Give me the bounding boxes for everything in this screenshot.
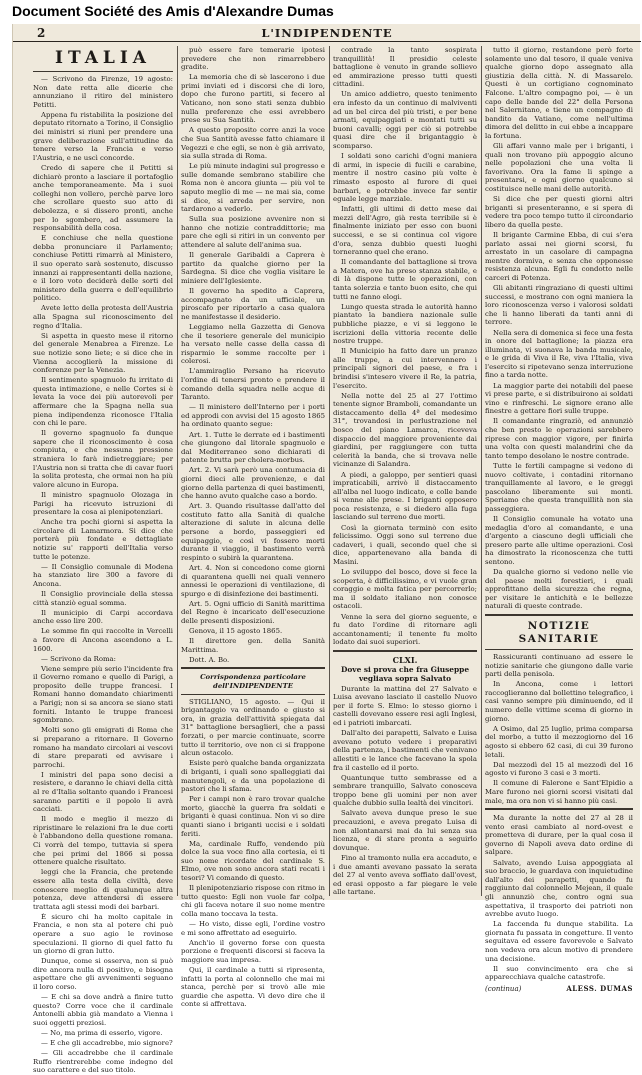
paragraph: Salvato aveva dunque preso le sue precauzioni, e aveva pregato Luisa di non allontanarsi mai da lui senza sua licenza, e di stare pronta a seguirlo dovunque. — [333, 809, 477, 852]
paragraph: Dunque, come si osserva, non si può dire ancora nulla di positivo, e bisogna aspettare che gli avvenimenti seguano il loro corso. — [33, 957, 173, 992]
paragraph: Il comandante ringraziò, ed annunziò che ben presto le operazioni sarebbero riprese con maggior vigore, per finirla una volta con questi malandrini che da tanto tempo desolano le nostre contrade. — [485, 417, 633, 460]
paragraph: Il governo spagnuolo fa dunque sapere che il riconoscimento è cosa compiuta, e che nessuna pressione straniera lo farà indietreggiare; per l'Austria non si tratta che di cavar fuori la solita protesta, che ormai non ha più valore alcuno in Europa. — [33, 429, 173, 489]
paragraph: Il Consiglio provinciale della stessa città stanziò egual somma. — [33, 589, 173, 607]
masthead — [13, 24, 641, 42]
paragraph: contrade la tanto sospirata tranquillità! Il presidio celeste battaglione è venuto in grande sollievo ed ammirazione presso tutti questi cittadini. — [333, 46, 477, 89]
paragraph: Il brigante Carmine Ebba, di cui s'era parlato assai nei giorni scorsi, fu arrestato in un casolare di campagna mentre dormiva, e senza che opponesse resistenza alcuna. Egli fu condotto nelle carceri di Potenza. — [485, 230, 633, 282]
paragraph: Per i campi non è raro trovar qualche morto, giacchè la guerra fra soldati e briganti è quasi continua. Non vi so dire quanti siano i briganti uccisi e i soldati feriti. — [181, 795, 325, 838]
feuilleton-continuation — [485, 814, 633, 982]
paragraph: Gli abitanti ringraziano di questi ultimi successi, e mostrano con ogni maniera la loro riconoscenza verso i valorosi soldati che li hanno liberati da tanti anni di terrore. — [485, 284, 633, 327]
section-rule — [181, 667, 325, 670]
newspaper-title: L'INDIPENDENTE — [261, 26, 393, 40]
paragraph: Art. 2. Vi sarà però una contumacia di giorni dieci alle provenienze, e dal giorno della partenza di quei bastimenti, che hanno avuto qualche caso a bordo. — [181, 466, 325, 501]
paragraph: Il direttore gen. della Sanità Marittima. — [181, 637, 325, 654]
paragraph: E conchiuse che nella questione debba pronunciare il Parlamento; conchiuse Petitti rimarrà al Ministero, il suo operato sarà sostenuto, discusso innanzi ai rappresentanti della nazione, e il loro voto deciderà delle sorti del ministero della guerra e dell'equilibrio politico. — [33, 234, 173, 303]
paragraph: Rassicuranti continuano ad essere le notizie sanitarie che giungono dalle varie parti della penisola. — [485, 653, 633, 679]
paragraph: Leggiamo nella Gazzetta di Genova che il tesoriere generale del municipio ha versato nelle casse della cassa di risparmio le somme raccolte per i colerosi. — [181, 322, 325, 366]
paragraph: Ma durante la notte del 27 al 28 il vento erasi cambiato al nord-ovest e prometteva di durare, per la qual cosa il governo di Napoli aveva dato ordine di salpare. — [485, 814, 633, 857]
paragraph: La memoria che di sè lascerono i due primi inviati ed i discorsi che di loro, dopo che furono partiti, si fecero al Vaticano, non sono stati senza dubbio nulla preferenze che essi avrebbero prese su Sua Santità. — [181, 73, 325, 125]
paragraph: Dal mezzodì del 15 al mezzodì del 16 agosto vi furono 3 casi e 3 morti. — [485, 760, 633, 778]
paragraph: Credo di sapere che il Petitti si dichiarò pronto a lasciare il portafoglio anche temporaneamente. Ma i suoi colleghi non vollero, perchè parve loro che scrollare questo suo atto di debolezza, e si dissero pronti, anche per lo sgombero, ad assumere la responsabilità della cosa. — [33, 163, 173, 233]
paragraph: I soldati sono carichi d'ogni maniera di armi, in ispecie di fucili e carabine, mentre il nostro casino più volte è rimasto esposto al furore di quei barbari, e potrebbe invece far sentir eguale legge marziale. — [333, 152, 477, 204]
paragraph: Si dice che per questi giorni altri briganti si presenteranno, e si spera di vedere tra poco tempo tutto il circondario libero da quella peste. — [485, 195, 633, 229]
paragraph: Le somme fin qui raccolte in Vercelli a favore di Ancona ascendono a L. 1600. — [33, 627, 173, 653]
section-rule — [485, 614, 633, 617]
paragraph: La faccenda fu dunque stabilita. La giornata fu passata in congetture. Il vento seguitava ed essere favorevole e Salvato non vedeva ora alcun motivo di prendere una decisione. — [485, 920, 633, 963]
paragraph: Il modo e meglio il mezzo di ripristinare le relazioni fra le due corti è l'abbandono della questione romana. Ci vorrà del tempo, tuttavia si spera che pei primi del 1866 si possa ottenere qualche risultato. — [33, 815, 173, 867]
paragraph: Il ministro spagnuolo Olozaga in Parigi ha ricevuto istruzioni di presentare la cosa ai plenipotenziari. — [33, 490, 173, 517]
paragraph: STIGLIANO, 15 agosto. — Qui il brigantaggio va ordinando e giusto si ora, in grazia dell'attività spiegata dal 31° battaglione bersaglieri, che a passi forzati, o per marcie continuate, scorre tutto il territorio, ove non ci si frappone alcun ostacolo. — [181, 697, 325, 758]
paragraph: Tutte le fertili campagne si vedono di nuovo coltivate, i contadini ritornano tranquillamente al lavoro, e le greggi pascolano liberamente sui monti. Speriamo che questa tranquillità non sia passeggiera. — [485, 461, 633, 513]
paragraph: In Ancona, come i lettori raccoglieranno dal bollettino telegrafico, i casi vanno sempre più diminuendo, ed il numero delle vittime scema di giorno in giorno. — [485, 680, 633, 723]
column-2-text — [181, 46, 325, 664]
paragraph: Genova, il 15 agosto 1865. — [189, 627, 283, 636]
paragraph: — Il Consiglio comunale di Modena ha stanziato lire 300 a favore di Ancona. — [33, 562, 173, 588]
paragraph: Anche tra pochi giorni si aspetta la circolare di Lamarmora. Si dice che porterà più fondate e dettagliate notizie su' rapporti dell'Italia verso tutte le potenze. — [33, 518, 173, 561]
paragraph: Il Consiglio comunale ha votato una medaglia d'oro al comandante, e una d'argento a ciascuno degli ufficiali che presero parte alle ultime operazioni. Così ha dimostrato la riconoscenza che tutti sentono. — [485, 514, 633, 566]
feuilleton-text — [333, 685, 477, 897]
paragraph: Art. 4. Non si concedono come giorni di quarantena quelli nei quali vennero annessi le operazioni di ventilazione, di spurgo e di disinfezione dei bastimenti. — [181, 563, 325, 598]
paragraph: Esiste però qualche banda organizzata di briganti, i quali sono spalleggiati dai manutengoli, e da una popolazione di pastori che li sfama. — [181, 759, 325, 794]
paragraph: Avete letto della protesta dell'Austria alla Spagna sul riconoscimento del regno d'Italia. — [33, 304, 173, 330]
paragraph: Il generale Garibaldi a Caprera è partito da qualche giorno per la Sardegna. Si dice che voglia visitare le miniere dell'Iglesiente. — [181, 251, 325, 285]
paragraph: Il suo convincimento era che si apparecchiava qualche catastrofe. — [485, 964, 633, 982]
paragraph: Un amico addietro, questo tenimento era infesto da un continuo di malviventi ad un bel circa del più tristi, e per bene armati, equipaggiati e montati tutti su buoni cavalli; oggi per ciò si potrebbe quasi dire che il brigantaggio è scomparso. — [333, 90, 477, 151]
column-4-text — [485, 46, 633, 611]
paragraph: Il comandante del battaglione si trova a Matera, ove ha preso stanza stabile, e di là dispone tutte le operazioni, con tanta solerzia e tanto buon esito, che qui tutti ne fanno elogi. — [333, 258, 477, 301]
paragraph: Lungo questa strada le autorità hanno piantato la bandiera nazionale sulle pubbliche piazze, e vi si leggono le iscrizioni della vittoria recente delle nostre truppe. — [333, 302, 477, 346]
column-divider — [481, 46, 482, 896]
feuilleton-signature — [485, 985, 633, 994]
paragraph: Il comune di Falerone e Sant'Elpidio a Mare furono nei giorni scorsi visitati dal male, ma ora non vi si hanno più casi. — [485, 779, 633, 805]
section-title-italia: ITALIA — [55, 48, 151, 68]
paragraph: Quantunque tutto sembrasse ed a sembrare tranquillo, Salvato conosceva troppo bene gli uomini per non aver qualche dubbio sulla lealtà dei vincitori. — [333, 773, 477, 808]
paragraph: Si aspetta in questo mese il ritorno del generale Menabrea a Firenze. Le sue notizie sono liete; e si dice che in Vienna accoglierà la missione di conferenze per la Venezia. — [33, 331, 173, 375]
paragraph: Nella notte del 25 al 27 l'ottimo tenente signor Bramboli, comandante un distaccamento della 4ª del medesimo 31°, trovandosi in perlustrazione nel bosco del piano Lamarca, riceveva dispaccio del maggiore proveniente dai giardini, per raggiungere con tutta celerità la banda, che si trovava nelle vicinanze di Salandra. — [333, 391, 477, 469]
paragraph: Appena fu ristabilita la posizione del deputato ritornato a Torino, il Consiglio dei ministri si riunì per prendere una grave deliberazione sull'attitudine da tenere verso la Francia e verso l'Austria, e ne uscì concorde. — [33, 110, 173, 162]
paragraph: È sicuro chi ha molto capitale in Francia, e non sta al potere chi può operare a suo agio le rovinose speculazioni. Il giorno di quel fatto fu un giorno di gran lutto. — [33, 912, 173, 956]
correspondence-heading: Corrispondenza particolare dell'INDIPENDENTE — [200, 673, 306, 691]
paragraph: Anch'io il governo forse con questa porzione e frequenti discorsi si faceva la maggiore sua impresa. — [181, 938, 325, 964]
section-rule — [33, 71, 173, 72]
continua-label: (continua) — [485, 984, 522, 993]
paragraph: — No, ma prima di esserlo, vigore. — [41, 1029, 163, 1038]
notizie-text — [485, 653, 633, 805]
paragraph: Qui, il cardinale a tutti si ripresenta, infatti la porta al colonnello che mai mi stanca, perchè per si trovò alle mie guardie che aspetta. Vi devo dire che il conte si affrettava. — [181, 965, 325, 1009]
paragraph: tutto il giorno, restandone però forte solamente uno dal tesoro, il quale veniva qualche giorno dopo assegnato alla giustizia della città. N. di Massarelo. Questi è un cortigiano cognominato Falcone. L'altro compagno poi, — è un capo delle bande del 22° della Persona nel Salernitano, e tiene un compagno di bandito da Vatiano, come nell'ultima dimora del delitto in cui ebbe a incappare la fortuna. — [485, 46, 633, 140]
paragraph: Gli affari vanno male per i briganti, i quali non trovano più appoggio alcuno nelle popolazioni che una volta li favorivano. Ora la fame li spinge a presentarsi, e ogni giorno qualcuno si costituisce nelle mani delle autorità. — [485, 142, 633, 193]
paragraph: Dott. A. Bo. — [189, 655, 230, 664]
column-divider — [177, 46, 178, 896]
section-rule — [181, 694, 325, 695]
column-3 — [333, 46, 477, 896]
paragraph: Da qualche giorno si vedono nelle vie del paese molti forestieri, i quali approfittano della sicurezza che regna, per visitare le antichità e le bellezze naturali di queste contrade. — [485, 568, 633, 611]
paragraph: Ma, cardinale Ruffo, vendendo più dolce la sua voce fino alla cortesia, ei ti suo nome ricordate del cardinale S. Elmo, ove non sono ancora stati recati i tesori? Vi comando di questo. — [181, 839, 325, 883]
paragraph: Il Municipio ha fatto dare un pranzo alle truppe, a cui intervennero i principali signori del paese, e fra i brindisi s'intesero vivere il Re, la patria, l'esercito. — [333, 347, 477, 390]
paragraph: Art. 5. Ogni ufficio di Sanità marittima del Regno è incaricato dell'esecuzione delle presenti disposizioni. — [181, 599, 325, 625]
paragraph: Nella sera di domenica si fece una festa in onore del battaglione; la piazza era illuminata, vi suonava la banda musicale, e le grida di Viva il Re, viva l'Italia, viva l'esercito si ripetevano senza interruzione fino a tarda notte. — [485, 328, 633, 380]
paragraph: — Ho visto, disse egli, l'ordine vostro e mi sono affrettato ad eseguirlo. — [181, 920, 325, 937]
paragraph: Salvato, avendo Luisa appoggiata al suo braccio, le guardava con inquietudine dall'alto dei parapetti, quando fu raggiunto dal colonnello Mejean, il quale gli annunziò che, contro ogni sua aspettativa, il trasporto dei patrioti non avrebbe avuto luogo. — [485, 858, 633, 919]
author-name: ALESS. DUMAS — [566, 983, 633, 993]
paragraph: — Scrivono da Firenze, 19 agosto: Non date retta alle dicerie che annunziano il ritiro del ministero Petitti. — [33, 75, 173, 109]
paragraph: — Scrivono da Roma: — [41, 654, 116, 663]
paragraph: A piedi, a galoppo, per sentieri quasi impraticabili, arrivò il distaccamento all'alba nel luogo indicato, e colle bande si venne alle prese. I briganti opposero poca resistenza, e si diedero alla fuga lasciando sul terreno due morti. — [333, 470, 477, 522]
paragraph: Art. 3. Quando risultasse dall'atto del costituto fatto alla Sanità di qualche alterazione di salute in alcuna delle persone a bordo, passeggieri ed equipaggio, e così vi fossero morti durante il viaggio, il bastimento verrà respinto o subirà la quarantena. — [181, 502, 325, 562]
paragraph: — E che gli accadrebbe, mio signore? — [41, 1039, 173, 1048]
source-banner: Document Société des Amis d'Alexandre Dumas — [0, 0, 642, 24]
paragraph: Così la giornata terminò con esito felicissimo. Oggi sono sul terreno due cadaveri, i quali, secondo quel che si dice, appartenevano alla banda di Masini. — [333, 523, 477, 566]
paragraph: Durante la mattina del 27 Salvato e Luisa avevano lasciato il castello Nuovo per il forte S. Elmo: lo stesso giorno i castelli dovevano essere resi agli Inglesi, ed i patrioti imbarcati. — [333, 684, 477, 728]
paragraph: Viene sempre più serio l'incidente fra il Governo romano e quello di Parigi, a proposito delle truppe francesi. I Romani hanno domandato chiarimenti a Parigi; non si sa ancora se siano stati forniti. Intanto le truppe francesi sgombrano. — [33, 664, 173, 725]
paragraph: Fino al tramonto nulla era accaduto, e i due amanti avevano passato la serata del 27 al vento aveva soffiato dall'ovest, ed erasi opposto a far piegare le vele alle tartane. — [333, 853, 477, 897]
paragraph: Le più minute indagini sul progresso e sulle domande sembrano stabilire che Roma non è ancora giunta — più vol te saputo meglio di me — ne mai sia, come si dice, si arreda per servire, non tardarono a vederlo. — [181, 162, 325, 214]
paragraph: — Gli accadrebbe che il cardinale Ruffo rientrerebbe come indegno del suo carattere e del suo titolo. — [33, 1049, 173, 1075]
paragraph: Lo sviluppo del bosco, dove si fece la scoperta, è difficilissimo, e vi vuole gran coraggio e molta fatica per percorrerlo; ma il soldato italiano non conosce ostacoli. — [333, 568, 477, 611]
newspaper-page — [12, 24, 640, 1075]
column-2 — [181, 46, 325, 1009]
correspondence-text — [181, 698, 325, 1009]
column-divider — [329, 46, 330, 896]
column-1 — [33, 46, 173, 1075]
paragraph: leggi che la Francia, che pretende essere alla testa della civiltà, deve conoscere meglio di qualunque altra potenza, deve attendersi di essere trattata agli stessi modi dei barbari. — [33, 868, 173, 911]
paragraph: L'ammiraglio Persano ha ricevuto l'ordine di tenersi pronto e prendere il comando della squadra nelle acque di Taranto. — [181, 367, 325, 402]
paragraph: Il municipio di Carpi accordava anche esso lire 200. — [33, 608, 173, 626]
chapter-headline: Dove si prova che fra Giuseppe vegliava sopra Salvato — [340, 665, 470, 684]
feuilleton-rule — [485, 808, 633, 811]
paragraph: — E chi sa dove andrà a finire tutto questo? Corre voce che il cardinale Antonelli abbia già mandato a Vienna i suoi oggetti preziosi. — [33, 993, 173, 1027]
paragraph: Venne la sera del giorno seguente, e fu dato l'ordine di ritornare agli accantonamenti; il tenente fu molto lodato dai suoi superiori. — [333, 612, 477, 647]
paragraph: Il plenipotenziario rispose con ritmo in tutto questo: Egli non vuole far colpa, chi gli faceva notare il suo nome mentre colla mano toccava la testa. — [181, 884, 325, 918]
feuilleton-rule — [333, 650, 477, 653]
section-title-notizie-sanitarie: NOTIZIE SANITARIE — [518, 620, 600, 645]
paragraph: A Osimo, dal 25 luglio, prima comparsa del morbo, a tutto il mezzogiorno del 16 agosto si ebbero 62 casi, di cui 39 furono letali. — [485, 724, 633, 759]
paragraph: Infatti, gli ultimi di detto mese dai mezzi dell'Agro, già resta terribile si è finalmente iniziato per esso con buoni successi, e se si continua col vigore d'ora, senza dubbio questi luoghi torneranno quel che erano. — [333, 205, 477, 257]
paragraph: Il governo ha spedito a Caprera, accompagnato da un ufficiale, un piroscafo per riportarlo a casa qualora ne manifestasse il desiderio. — [181, 287, 325, 321]
section-rule — [485, 649, 633, 650]
paragraph: I ministri del papa sono decisi a resistere, e daranno le chiavi della città al re d'Italia soltanto quando i Francesi saranno partiti e il popolo li avrà cacciati. — [33, 770, 173, 814]
paragraph: A questo proposito corre anzi la voce che Sua Santità avesse fatto chiamare il Vegezzi e che egli, se non è già arrivato, sia sulla strada di Roma. — [181, 126, 325, 161]
paragraph: Art. 1. Tutte le derrate ed i bastimenti che giungono dal litorale spagnuolo e dal Mediterraneo sono dichiarati di patente brutta per cholera-morbus. — [181, 430, 325, 465]
paragraph: Dall'alto dei parapetti, Salvato e Luisa avevano potuto vedere i preparativi della partenza, i bastimenti che venivano allestiti e le lance che facevano la spola fra il castello ed il porto. — [333, 729, 477, 772]
paragraph: Molti sono gli emigrati di Roma che si preparano a ritornare. Il Governo romano ha mandato circolari ai vescovi di stare preparati ed avvisare i parrochi. — [33, 726, 173, 769]
paragraph: La maggior parte dei notabili del paese vi prese parte, e si distribuirono ai soldati vino e rinfreschi. Le signore erano alle finestre a gettare fiori sulle truppe. — [485, 381, 633, 416]
chapter-number: CLXI. — [392, 654, 418, 665]
page-number: 2 — [37, 26, 46, 40]
column-4 — [485, 46, 633, 993]
paragraph: Sulla sua posizione avvenire non si hanno che notizie contraddittorie; ma pare che egli si ritiri in un convento per attendere al salute dell'anima sua. — [181, 215, 325, 250]
paragraph: Il sentimento spagnuolo fu irritato di questa intimazione, e nelle Cortes si è levata la voce dei più autorevoli per affermare che la Spagna nella sua piena indipendenza riconosce l'Italia con chi le pare. — [33, 376, 173, 428]
column-3-text — [333, 46, 477, 647]
column-1-text — [33, 75, 173, 1075]
paragraph: — Il ministero dell'Interno per i porti ed approdi con avvisi del 15 agosto 1865 ha ordinato quanto segue: — [181, 403, 325, 429]
paragraph: può essere fare temerarie ipotesi prevedere che non rimarrebbero gradite. — [181, 46, 325, 72]
